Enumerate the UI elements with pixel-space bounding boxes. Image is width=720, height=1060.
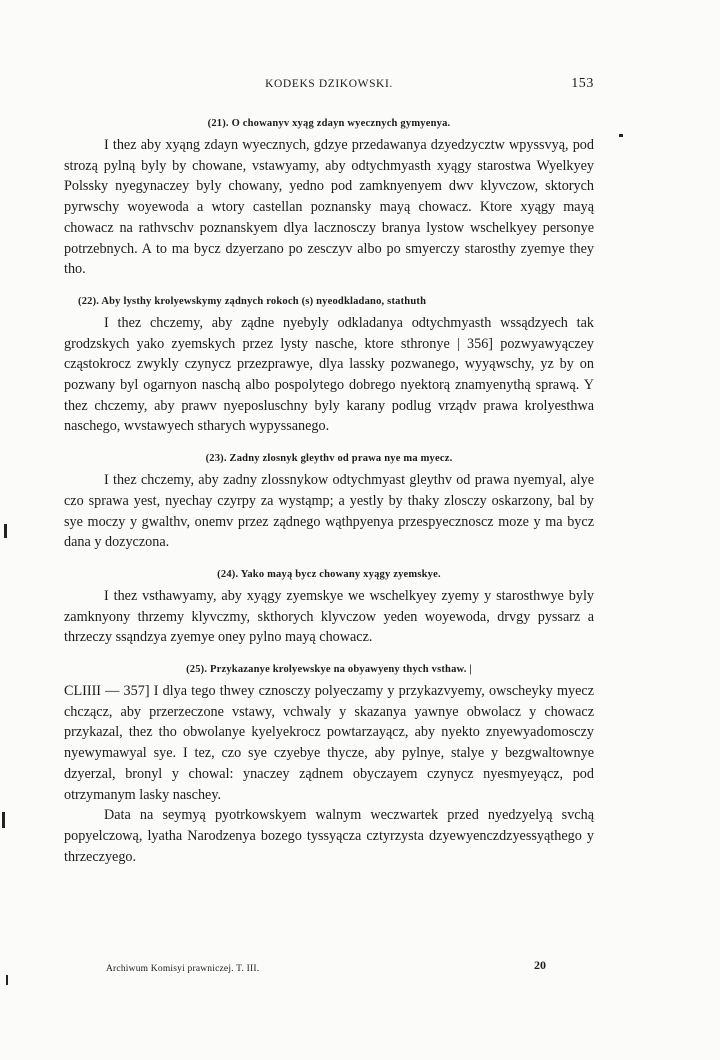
section-heading-25: (25). Przykazanye krolyewskye na obyawyeny thych vsthaw. | bbox=[186, 664, 472, 676]
section-paragraph-21: I thez aby xyąng zdayn wyecznych, gdzye przedawanya dzyedzycztw wpyssvyą, pod strozą pylną byly by chowane, vstawyamy, aby odtychmyasth xyągy starostwa Wyelkyey Polssky nyegynaczey byly chowany, yedno pod zamknyenyem dwv klyvczow, sktorych pyrwschy woyewoda a wtory castellan poznansky mayą chowacz. Ktore xyągy mayą chowacz na rathvschv poznanskyem dlya lacznosczy branya lystow wschelkyey personye potrzebnych. A to ma bycz dzyerzano po zesczyv albo po smyerczy starosthy zyemye they tho. bbox=[64, 137, 594, 278]
section-paragraph-25: CLIIII — 357] I dlya tego thwey cznosczy polyeczamy y przykazvyemy, owscheyky myecz chcząсz, aby przerzeczone vstawy, vchwaly y skazanya yawnye obwolacz y chowacz przykazal, thez tho obwolanye kyelyekrocz powtarzayącz, aby nyekto znyewyadomosczy nyewymawyal sye. I tez, czo sye czyebye thycze, aby pylnye, stalye y bezgwaltownye dzyerzal, bronyl y chowal: ynaczey ządnem obyczayem czynycz nyesmyeyącz, pod otrzymanym lasky naschey. bbox=[64, 683, 594, 803]
section-paragraph-25-date: Data na seymyą pyotrkowskyem walnym weczwartek przed nyedzyelyą svchą popyelczową, lyatha Narodzenya bozego tyssyącza cztyrzysta dzyewyenczdzyessyąthego y thrzeczyego. bbox=[64, 807, 594, 865]
scan-mark bbox=[6, 975, 8, 985]
footer-source: Archiwum Komisyi prawniczej. T. III. bbox=[106, 964, 260, 974]
page-number: 153 bbox=[571, 76, 594, 91]
scan-mark bbox=[2, 812, 5, 828]
document-page bbox=[64, 76, 594, 867]
signature-mark: 20 bbox=[534, 958, 546, 972]
section-heading-21: (21). O chowanyv xyąg zdayn wyecznych gymyenya. bbox=[207, 118, 451, 129]
section-paragraph-24: I thez vsthawyamy, aby xyągy zyemskye we wschelkyey zyemy y starosthwye byly zamknyony thrzemy klyvczmy, skthorych klyvczow yeden woyewoda, drvgy pyssarz a thrzeczy ssąndzya zyemye oney pylno mayą chowacz. bbox=[64, 587, 594, 646]
section-heading-22: (22). Aby lysthy krolyewskymy ządnych rokoch (s) nyeodkladano, stathuth bbox=[78, 295, 427, 307]
section-paragraph-23: I thez chczemy, aby zadny zlossnykow odtychmyast gleythv od prawa nyemyal, alye czo sprawa yest, nyechay czyrpy za wystąmp; a yestly by thaky zlosczy oskarzony, bal by sye moczy y gwalthv, onemv przez ządnego wąthpyenya przespyecznoscz moze y ma bycz dana y dozyczona. bbox=[64, 472, 594, 551]
section-heading-23: (23). Zadny zlosnyk gleythv od prawa nye ma myecz. bbox=[205, 453, 453, 465]
header-title: KODEKS DZIKOWSKI. bbox=[265, 78, 393, 90]
page-footer bbox=[106, 958, 546, 976]
scan-dot bbox=[619, 134, 623, 137]
scan-mark bbox=[4, 524, 7, 538]
running-header bbox=[64, 76, 594, 98]
section-paragraph-22: I thez chczemy, aby ządne nyebyly odkladanya odtychmyasth wssądzyech tak grodzskych yako zyemskych przez lysty nasche, ktore sthronye | 356] pozwyawyączey cząstokrocz zwykly czynycz przezprawye, dlya lassky pozwanego, wyyąwschy, yz by on pozwany byl ogarnyon naschą albo pospolytego dobrego nyektorą znamyenythą sprawą. Y thez chczemy, aby prawv nyeposluschny byly karany podlug vrządv prawa krolyesthwa naschego, wvstawyech stharych wypyssanego. bbox=[64, 314, 594, 435]
section-heading-24: (24). Yako mayą bycz chowany xyągy zyemskye. bbox=[217, 568, 441, 580]
